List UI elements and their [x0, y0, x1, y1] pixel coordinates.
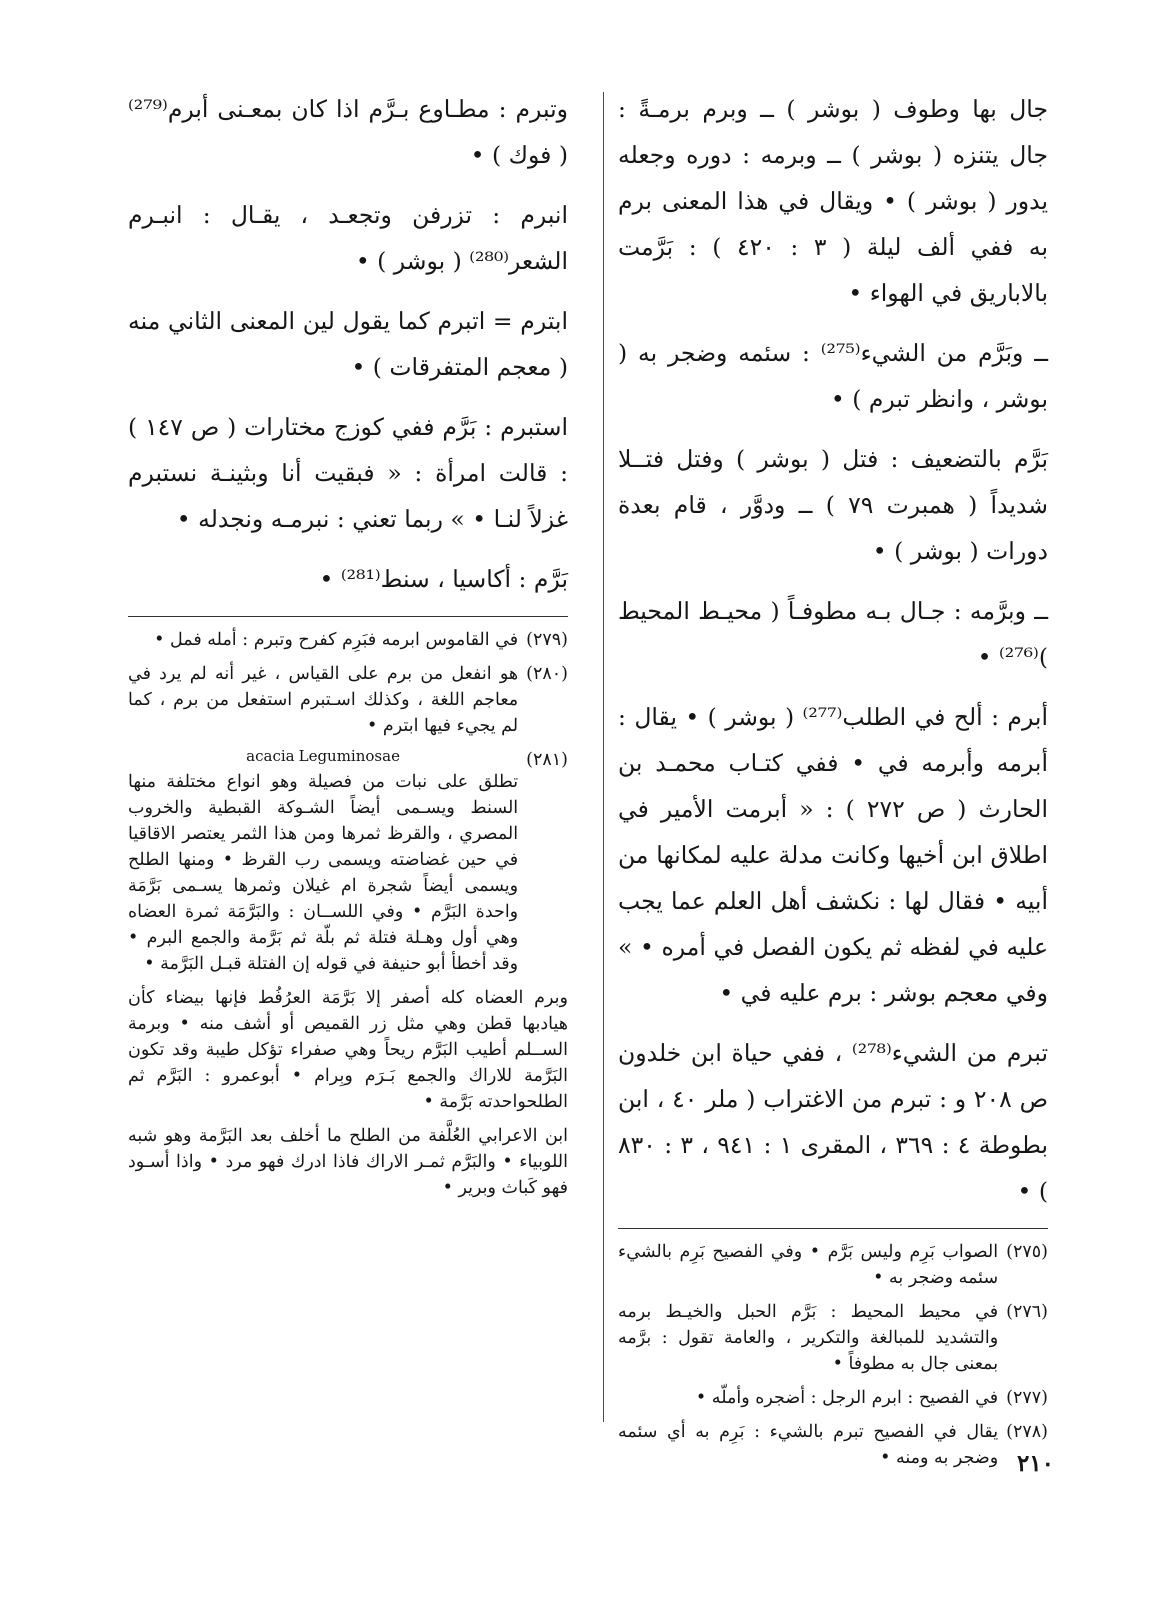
- footnote-text: يقال في الفصيح تبرم بالشيء : بَرِم به أي سئمه وضجر به ومنه •: [618, 1422, 999, 1468]
- entry-paragraph: وتبرم : مطـاوع بـرَّم اذا كان بمعـنى أبرم⁽²⁷⁹⁾ ( فوك ) •: [128, 95, 568, 169]
- footnote-number: (٢٨٠): [526, 664, 568, 684]
- footnote-separator: [618, 1228, 1048, 1229]
- footnote: [618, 1299, 1048, 1377]
- footnote-text: في القاموس ابرمه فبَرِم كفرح وتبرم : أمله فمل •: [154, 630, 519, 650]
- right-column: [618, 86, 1048, 1479]
- entry-paragraph: ــ وبرَّمه : جـال بـه مطوفـاً ( محيـط المحيط )⁽²⁷⁶⁾ •: [618, 597, 1048, 671]
- footnote-number: (٢٧٦): [1006, 1302, 1048, 1322]
- footnote: [128, 661, 568, 739]
- footnote-number: (٢٧٩): [526, 630, 568, 650]
- entry-paragraph: ــ وبَرَّم من الشيء⁽²⁷⁵⁾ : سئمه وضجر به ( بوشر ، وانظر تبرم ) •: [618, 339, 1048, 413]
- footnote-number: (٢٧٥): [1006, 1242, 1048, 1262]
- latin-term-leguminosae: Leguminosae: [298, 747, 400, 765]
- footnote-text: في محيط المحيط : بَرَّم الحبل والخيـط برمه والتشديد للمبالغة والتكرير ، والعامة تقول : برَّمه بمعنى جال به مطوفاً •: [618, 1302, 999, 1374]
- footnote-body: [128, 747, 518, 977]
- footnote-number: (٢٧٧): [1006, 1388, 1048, 1408]
- footnote-separator: [128, 616, 568, 617]
- entry-paragraph: بَرَّم بالتضعيف : فتل ( بوشر ) وفتل فتــلا شديداً ( همبرت ٧٩ ) ــ ودوَّر ، قام بعدة دورات ( بوشر ) •: [618, 445, 1048, 565]
- entry-paragraph: استبرم : بَرَّم ففي كوزج مختارات ( ص ١٤٧ ) : قالت امرأة : « فبقيت أنا وبثينـة نستبرم غزلاً لنـا • » ربما تعني : نبرمـه ونجدله •: [128, 413, 569, 533]
- footnote-continuation: ابن الاعرابي العُلَّفة من الطلح ما أخلف بعد البَرَّمة وهو شبه اللوبياء • والبَرَّم ثمـر الاراك فاذا ادرك فهو مرد • واذا أسـود فهو كَباث وبرير •: [128, 1126, 568, 1198]
- footnote-text: هو انفعل من برم على القياس ، غير أنه لم يرد في معاجم اللغة ، وكذلك اسـتبرم استفعل من برم ، كما لم يجيء فيها ابترم •: [128, 664, 519, 736]
- latin-terms: [128, 747, 518, 765]
- latin-term-acacia: acacia: [246, 747, 295, 765]
- entry-paragraph: جال بها وطوف ( بوشر ) ــ وبرم برمـةً : جال يتنزه ( بوشر ) ــ وبرمه : دوره وجعله يدور ( بوشر ) • ويقال في هذا المعنى برم به ففي ألف ليلة ( ٣ : ٤٢٠ ) : بَرَّمت بالاباريق في الهواء •: [618, 95, 1049, 307]
- footnote-continuation: وبرم العضاه كله أصفر إلا بَرَّمَة العرُفُط فإنها بيضاء كأن هيادبها قطن وهي مثل زر القميص أو أشف منه • وبرمة الســلم أطيب البَرَّم ريحاً وهي صفراء تؤكل طيبة وقد تكون البَرَّمة للاراك والجمع بَـرَم وبِرام • أبوعمرو : البَرَّم ثم الطلحواحدته بَرَّمة •: [128, 988, 568, 1112]
- footnote: [618, 1239, 1048, 1291]
- column-divider: [603, 92, 604, 1422]
- footnote: [618, 1385, 1048, 1411]
- page-number: ٢١٠: [1016, 1450, 1054, 1477]
- footnote: [618, 1419, 1048, 1471]
- footnote: [128, 747, 568, 977]
- footnote-number: (٢٧٨): [1006, 1422, 1048, 1442]
- entry-paragraph: ابترم = اتبرم كما يقول لين المعنى الثاني منه ( معجم المتفرقات ) •: [128, 307, 568, 381]
- entry-paragraph: تبرم من الشيء⁽²⁷⁸⁾ ، ففي حياة ابن خلدون ص ٢٠٨ و : تبرم من الاغتراب ( ملر ٤٠ ، ابن بطوطة ٤ : ٣٦٩ ، المقرى ١ : ٩٤١ ، ٣ : ٨٣٠ ) •: [618, 1039, 1048, 1205]
- footnote-text: تطلق على نبات من فصيلة وهو انواع مختلفة منها السنط ويسـمى أيضاً الشـوكة القبطية والخروب المصري ، والقرظ ثمرها ومن هذا الثمر يعتصر الاقاقيا في حين غضاضته ويسمى رب القرظ • ومنها الطلح ويسمى أيضاً شجرة ام غيلان وثمرها يسـمى بَرَّمَة واحدة البَرَّم • وفي اللســان : والبَرَّمَة ثمرة العضاه وهي أول وهـلة فتلة ثم بلّة ثم بَرَّمة والجمع البرم • وقد أخطأ أبو حنيفة في قوله إن الفتلة قبـل البَرَّمة •: [128, 772, 519, 974]
- footnote-text: في الفصيح : ابرم الرجل : أضجره وأملّه •: [695, 1388, 999, 1408]
- entry-paragraph: بَرَّم : أكاسيا ، سنط⁽²⁸¹⁾ •: [319, 565, 568, 593]
- left-column: [128, 86, 568, 1209]
- footnote: [128, 627, 568, 653]
- entry-paragraph: انبرم : تزرفن وتجعـد ، يقـال : انبـرم الشعر⁽²⁸⁰⁾ ( بوشر ) •: [128, 201, 568, 275]
- footnote-number: (٢٨١): [526, 750, 568, 770]
- footnote-text: الصواب بَرِم وليس بَرَّم • وفي الفصيح بَرِم بالشيء سئمه وضجر به •: [618, 1242, 999, 1288]
- entry-paragraph: أبرم : ألح في الطلب⁽²⁷⁷⁾ ( بوشر ) • يقال : أبرمه وأبرمه في • ففي كتـاب محمـد بن الحارث ( ص ٢٧٢ ) : « أبرمت الأمير في اطلاق ابن أخيها وكانت مدلة عليه لمكانها من أبيه • فقال لها : نكشف أهل العلم عما يجب عليه في لفظه ثم يكون الفصل في أمره • » وفي معجم بوشر : برم عليه في •: [618, 703, 1048, 1007]
